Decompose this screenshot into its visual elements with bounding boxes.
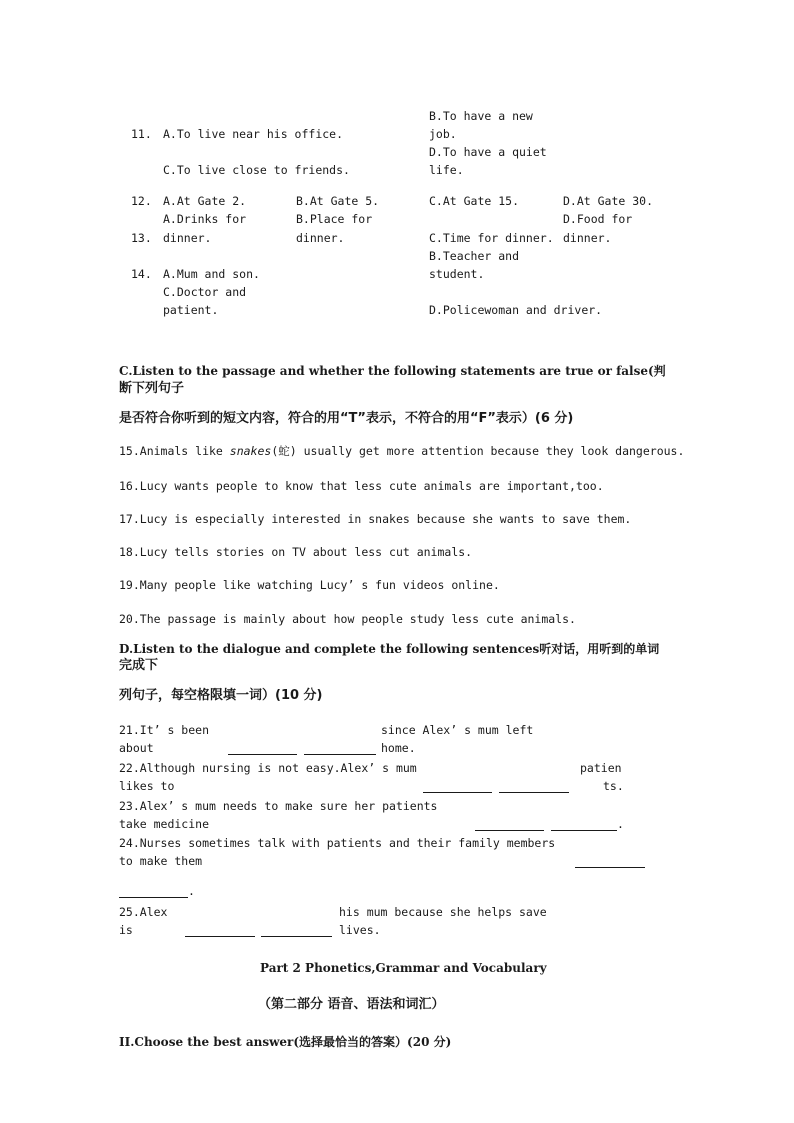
sentence-23-part2: take medicine [119,817,210,831]
answer-blank-23a[interactable] [475,830,544,831]
statement-18: 18.Lucy tells stories on TV about less cut animals. [119,545,473,559]
q13-option-a-line1: A.Drinks for [163,212,247,226]
sentence-25-part4: lives. [339,923,381,937]
statement-16: 16.Lucy wants people to know that less cute animals are important,too. [119,479,604,493]
statement-17: 17.Lucy is especially interested in snakes because she wants to save them. [119,512,632,526]
statement-15 [119,442,684,460]
statement-15-italic-word: snakes [229,444,272,458]
q11-option-b-line2: job. [429,127,457,141]
sentence-22-part1: 22.Although nursing is not easy.Alex’ s mum [119,761,417,775]
q14-option-b-line2: student. [429,267,485,281]
sentence-21-part4: home. [381,741,416,755]
q13-option-d-line2: dinner. [563,231,612,245]
q12-option-a: A.At Gate 2. [163,194,247,208]
sentence-24-period: . [188,884,195,898]
q11-number: 11. [131,127,152,141]
q14-option-c-line1: C.Doctor and [163,285,247,299]
q14-option-c-line2: patient. [163,303,219,317]
answer-blank-25a[interactable] [185,936,255,937]
q12-option-b: B.At Gate 5. [296,194,380,208]
answer-blank-24b[interactable] [119,897,188,898]
q12-option-c: C.At Gate 15. [429,194,520,208]
q13-option-b-line1: B.Place for [296,212,373,226]
sentence-22-part2: likes to [119,779,175,793]
sentence-22-part4: ts. [603,779,624,793]
answer-blank-24a[interactable] [575,867,645,868]
q12-number: 12. [131,194,152,208]
answer-blank-21a[interactable] [228,754,297,755]
sentence-23-part1: 23.Alex’ s mum needs to make sure her patients [119,799,438,813]
section-d-heading-line2: 完成下 [119,658,159,673]
q13-option-d-line1: D.Food for [563,212,633,226]
sentence-25-part1: 25.Alex [119,905,168,919]
section-c-heading-line2: 断下列句子 [119,381,185,396]
answer-blank-21b[interactable] [304,754,376,755]
sentence-21-part1: 21.It’ s been [119,723,210,737]
q13-option-b-line2: dinner. [296,231,345,245]
sentence-22-part3: patien [580,761,622,775]
q11-option-d-line2: life. [429,163,464,177]
sentence-24-part1: 24.Nurses sometimes talk with patients and their family members [119,836,556,850]
section-d-heading-line3: 列句子，每空格限填一词）(10 分) [119,688,323,703]
q13-number: 13. [131,231,152,245]
q14-option-b-line1: B.Teacher and [429,249,520,263]
statement-19: 19.Many people like watching Lucy’ s fun videos online. [119,578,500,592]
q14-option-d: D.Policewoman and driver. [429,303,603,317]
q13-option-c: C.Time for dinner. [429,231,554,245]
q11-option-b-line1: B.To have a new [429,109,533,123]
section-ii-heading: II.Choose the best answer(选择最恰当的答案）(20 分) [119,1035,452,1049]
section-c-heading-line1: C.Listen to the passage and whether the following statements are true or false(判 [119,364,666,378]
statement-15-prefix: 15.Animals like [119,444,230,458]
sentence-23-period: . [617,817,624,831]
q12-option-d: D.At Gate 30. [563,194,654,208]
sentence-25-part2: is [119,923,133,937]
section-d-heading-line1: D.Listen to the dialogue and complete the following sentences听对话，用听到的单词 [119,642,660,656]
part2-title: Part 2 Phonetics,Grammar and Vocabulary [260,961,547,975]
answer-blank-22a[interactable] [423,792,492,793]
statement-20: 20.The passage is mainly about how people study less cute animals. [119,612,576,626]
sentence-21-part2: about [119,741,154,755]
sentence-24-part2: to make them [119,854,203,868]
q14-option-a: A.Mum and son. [163,267,260,281]
part2-subtitle: （第二部分 语音、语法和词汇） [258,997,445,1012]
section-c-heading-line3: 是否符合你听到的短文内容，符合的用“T”表示，不符合的用“F”表示）(6 分) [119,411,574,426]
q14-number: 14. [131,267,152,281]
answer-blank-23b[interactable] [551,830,617,831]
answer-blank-22b[interactable] [499,792,569,793]
q13-option-a-line2: dinner. [163,231,212,245]
sentence-25-part3: his mum because she helps save [339,905,547,919]
statement-15-suffix: (蛇) usually get more attention because they look dangerous. [271,444,685,458]
sentence-21-part3: since Alex’ s mum left [381,723,534,737]
q11-option-d-line1: D.To have a quiet [429,145,547,159]
answer-blank-25b[interactable] [261,936,332,937]
q11-option-a: A.To live near his office. [163,127,344,141]
q11-option-c: C.To live close to friends. [163,163,350,177]
